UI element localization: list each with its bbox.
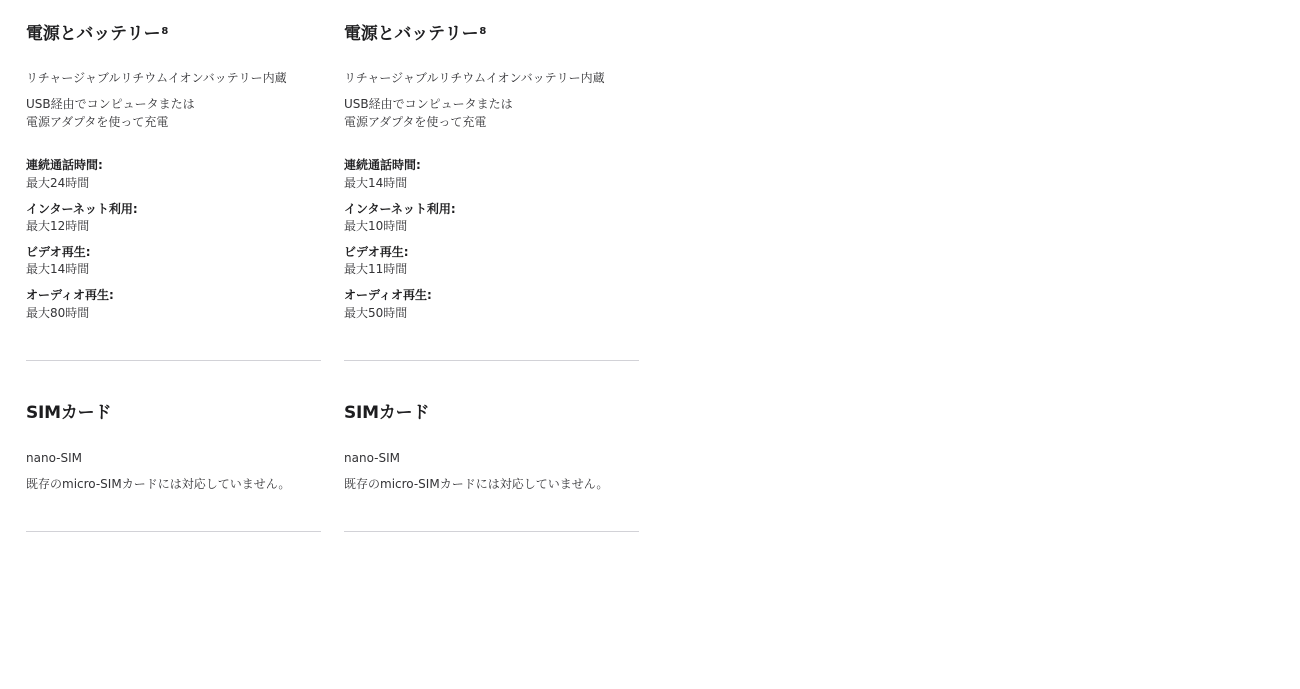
footnote-marker[interactable]: 8 xyxy=(161,26,169,37)
audio-playback-label: オーディオ再生: xyxy=(344,288,432,302)
battery-section-title: 電源とバッテリー$^8$ xyxy=(26,24,169,44)
talk-time-value: 最大24時間 xyxy=(26,175,90,190)
internet-use-value: 最大10時間 xyxy=(344,219,408,233)
audio-playback-label: オーディオ再生: xyxy=(26,288,114,302)
footnote-marker[interactable]: 8 xyxy=(479,26,487,37)
sim-section-title: SIMカード xyxy=(26,403,112,423)
sim-type-text: nano-SIM xyxy=(344,450,400,465)
talk-time-label: 連続通話時間: xyxy=(344,158,421,172)
charging-text-line2: 電源アダプタを使って充電 xyxy=(344,114,487,129)
battery-type-text: リチャージャブルリチウムイオンバッテリー内蔵 xyxy=(26,71,287,85)
charging-text-line1: USB経由でコンピュータまたは xyxy=(344,97,513,111)
sim-compat-note: 既存のmicro-SIMカードには対応していません。 xyxy=(344,476,609,491)
video-playback-value: 最大14時間 xyxy=(26,262,90,276)
talk-time-value: 最大14時間 xyxy=(344,175,408,190)
charging-text-line1: USB経由でコンピュータまたは xyxy=(26,97,195,111)
section-divider xyxy=(344,531,639,532)
talk-time-label: 連続通話時間: xyxy=(26,158,103,172)
sim-compat-note: 既存のmicro-SIMカードには対応していません。 xyxy=(26,476,291,491)
battery-section-title: 電源とバッテリー$^8$ xyxy=(344,24,487,44)
section-divider xyxy=(26,531,321,532)
section-divider xyxy=(26,360,321,361)
internet-use-label: インターネット利用: xyxy=(26,201,138,216)
section-divider xyxy=(344,360,639,361)
sim-type-text: nano-SIM xyxy=(26,450,82,465)
video-playback-value: 最大11時間 xyxy=(344,262,408,276)
audio-playback-value: 最大80時間 xyxy=(26,305,90,320)
video-playback-label: ビデオ再生: xyxy=(344,244,409,259)
internet-use-value: 最大12時間 xyxy=(26,219,90,233)
sim-section-title: SIMカード xyxy=(344,403,430,423)
internet-use-label: インターネット利用: xyxy=(344,201,456,216)
video-playback-label: ビデオ再生: xyxy=(26,244,91,259)
charging-text-line2: 電源アダプタを使って充電 xyxy=(26,114,169,129)
battery-type-text: リチャージャブルリチウムイオンバッテリー内蔵 xyxy=(344,71,605,85)
audio-playback-value: 最大50時間 xyxy=(344,305,408,320)
